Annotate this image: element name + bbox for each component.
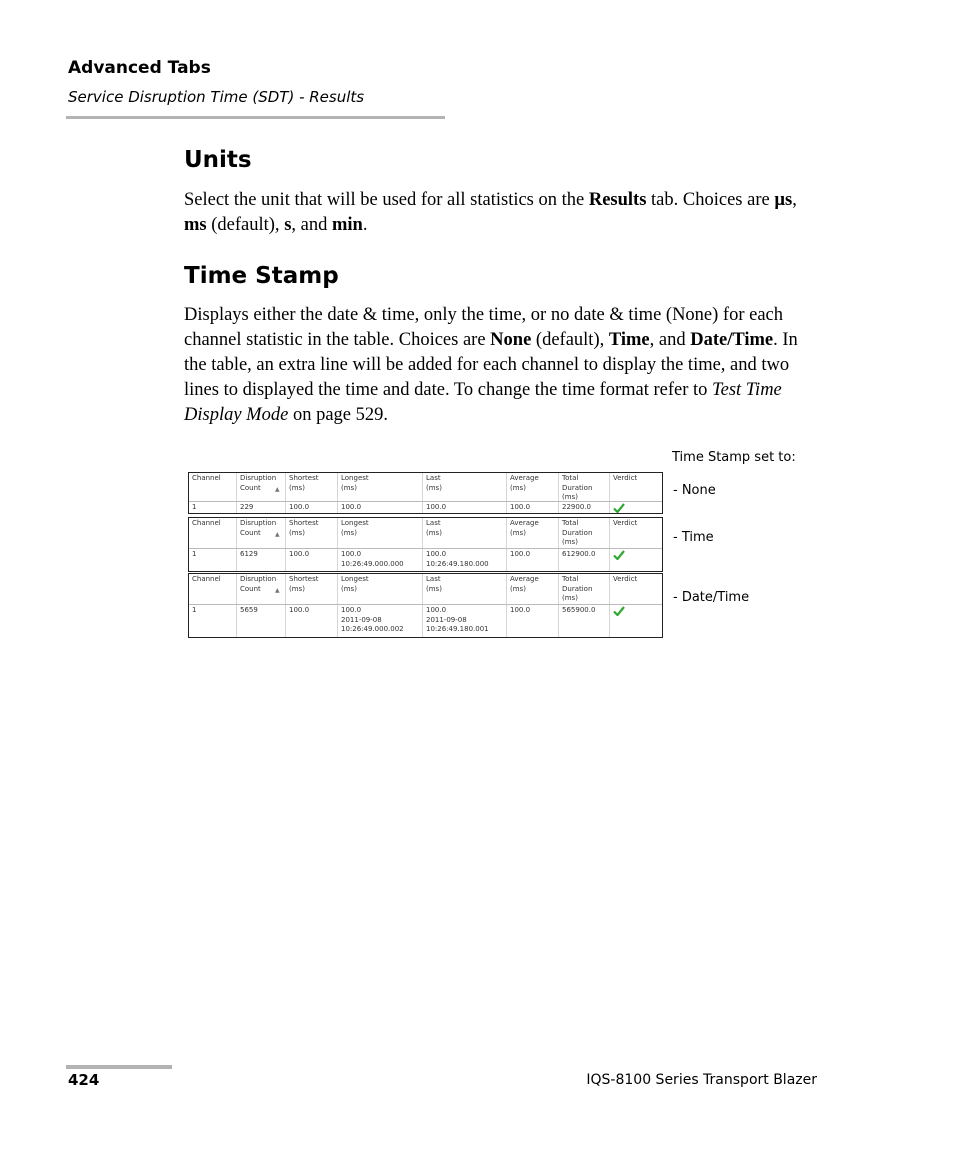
col-total-duration-header[interactable]: Total Duration (ms) bbox=[559, 574, 610, 604]
col-shortest-cell: 100.0 bbox=[286, 502, 338, 513]
label-time: - Time bbox=[673, 530, 714, 545]
col-average-header[interactable]: Average (ms) bbox=[507, 473, 559, 501]
table-row[interactable] bbox=[189, 549, 662, 571]
col-total-duration-header[interactable]: Total Duration (ms) bbox=[559, 473, 610, 501]
col-total-duration-cell: 22900.0 bbox=[559, 502, 610, 513]
col-shortest-cell: 100.0 bbox=[286, 605, 338, 637]
results-table-date-time bbox=[188, 573, 663, 638]
col-longest-cell: 100.0 2011-09-08 10:26:49.000.002 bbox=[338, 605, 423, 637]
col-average-cell: 100.0 bbox=[507, 549, 559, 571]
col-longest-cell: 100.0 bbox=[338, 502, 423, 513]
col-average-header[interactable]: Average (ms) bbox=[507, 518, 559, 548]
col-last-header[interactable]: Last (ms) bbox=[423, 473, 507, 501]
check-icon bbox=[613, 606, 625, 616]
check-icon bbox=[613, 503, 625, 513]
col-total-duration-header[interactable]: Total Duration (ms) bbox=[559, 518, 610, 548]
col-disruption-count-cell: 5659 bbox=[237, 605, 286, 637]
check-icon bbox=[613, 550, 625, 560]
col-shortest-cell: 100.0 bbox=[286, 549, 338, 571]
label-none: - None bbox=[673, 483, 716, 498]
sort-ascending-icon[interactable]: ▲ bbox=[275, 531, 280, 538]
col-total-duration-cell: 612900.0 bbox=[559, 549, 610, 571]
col-channel-header[interactable]: Channel bbox=[189, 574, 237, 604]
col-verdict-header[interactable]: Verdict bbox=[613, 519, 638, 527]
col-disruption-count-header[interactable]: Disruption Count ▲ bbox=[237, 473, 286, 501]
col-channel-cell: 1 bbox=[189, 549, 237, 571]
running-header-subtitle: Service Disruption Time (SDT) - Results bbox=[68, 88, 365, 106]
col-disruption-count-cell: 229 bbox=[237, 502, 286, 513]
col-channel-header[interactable]: Channel bbox=[189, 518, 237, 548]
col-verdict-cell bbox=[610, 549, 662, 571]
col-last-cell: 100.0 2011-09-08 10:26:49.180.001 bbox=[423, 605, 507, 637]
col-average-cell: 100.0 bbox=[507, 502, 559, 513]
table-header bbox=[189, 473, 662, 502]
col-channel-cell: 1 bbox=[189, 502, 237, 513]
col-longest-header[interactable]: Longest (ms) bbox=[338, 473, 423, 501]
col-disruption-count-header[interactable]: Disruption Count ▲ bbox=[237, 574, 286, 604]
col-last-cell: 100.0 bbox=[423, 502, 507, 513]
units-paragraph: Select the unit that will be used for all statistics on the Results tab. Choices are µs, ms (default), s, and min. bbox=[184, 190, 797, 235]
table-row[interactable] bbox=[189, 502, 662, 513]
figure-caption: Time Stamp set to: bbox=[672, 450, 796, 465]
col-longest-header[interactable]: Longest (ms) bbox=[338, 518, 423, 548]
footer-rule bbox=[66, 1065, 172, 1069]
page-number: 424 bbox=[68, 1071, 100, 1089]
table-header bbox=[189, 518, 662, 549]
time-stamp-heading: Time Stamp bbox=[184, 263, 339, 289]
col-average-cell: 100.0 bbox=[507, 605, 559, 637]
header-rule bbox=[66, 116, 445, 119]
col-disruption-count-cell: 6129 bbox=[237, 549, 286, 571]
col-shortest-header[interactable]: Shortest (ms) bbox=[286, 574, 338, 604]
col-disruption-count-header[interactable]: Disruption Count ▲ bbox=[237, 518, 286, 548]
col-longest-header[interactable]: Longest (ms) bbox=[338, 574, 423, 604]
results-table-none bbox=[188, 472, 663, 514]
col-verdict-header[interactable]: Verdict bbox=[613, 575, 638, 583]
col-verdict-cell bbox=[610, 502, 662, 513]
col-verdict-header[interactable]: Verdict bbox=[613, 474, 638, 482]
units-heading: Units bbox=[184, 147, 252, 173]
col-last-header[interactable]: Last (ms) bbox=[423, 574, 507, 604]
col-shortest-header[interactable]: Shortest (ms) bbox=[286, 473, 338, 501]
table-header bbox=[189, 574, 662, 605]
col-shortest-header[interactable]: Shortest (ms) bbox=[286, 518, 338, 548]
col-channel-cell: 1 bbox=[189, 605, 237, 637]
col-last-header[interactable]: Last (ms) bbox=[423, 518, 507, 548]
sort-ascending-icon[interactable]: ▲ bbox=[275, 486, 280, 493]
results-table-time bbox=[188, 517, 663, 572]
table-row[interactable] bbox=[189, 605, 662, 637]
document-title: IQS-8100 Series Transport Blazer bbox=[586, 1072, 817, 1088]
time-stamp-paragraph: Displays either the date & time, only the time, or no date & time (None) for each channel statistic in the table. Choices are None (default), Time, and Date/Time. In the table, an extra line will be added for each channel to display the time, and two lines to displayed the time and date. To change the time format refer to Test Time Display Mode on page 529. bbox=[184, 305, 798, 425]
running-header-title: Advanced Tabs bbox=[68, 58, 211, 78]
label-date-time: - Date/Time bbox=[673, 590, 750, 605]
col-longest-cell: 100.0 10:26:49.000.000 bbox=[338, 549, 423, 571]
col-verdict-cell bbox=[610, 605, 662, 637]
sort-ascending-icon[interactable]: ▲ bbox=[275, 587, 280, 594]
col-average-header[interactable]: Average (ms) bbox=[507, 574, 559, 604]
col-last-cell: 100.0 10:26:49.180.000 bbox=[423, 549, 507, 571]
col-total-duration-cell: 565900.0 bbox=[559, 605, 610, 637]
col-channel-header[interactable]: Channel bbox=[189, 473, 237, 501]
